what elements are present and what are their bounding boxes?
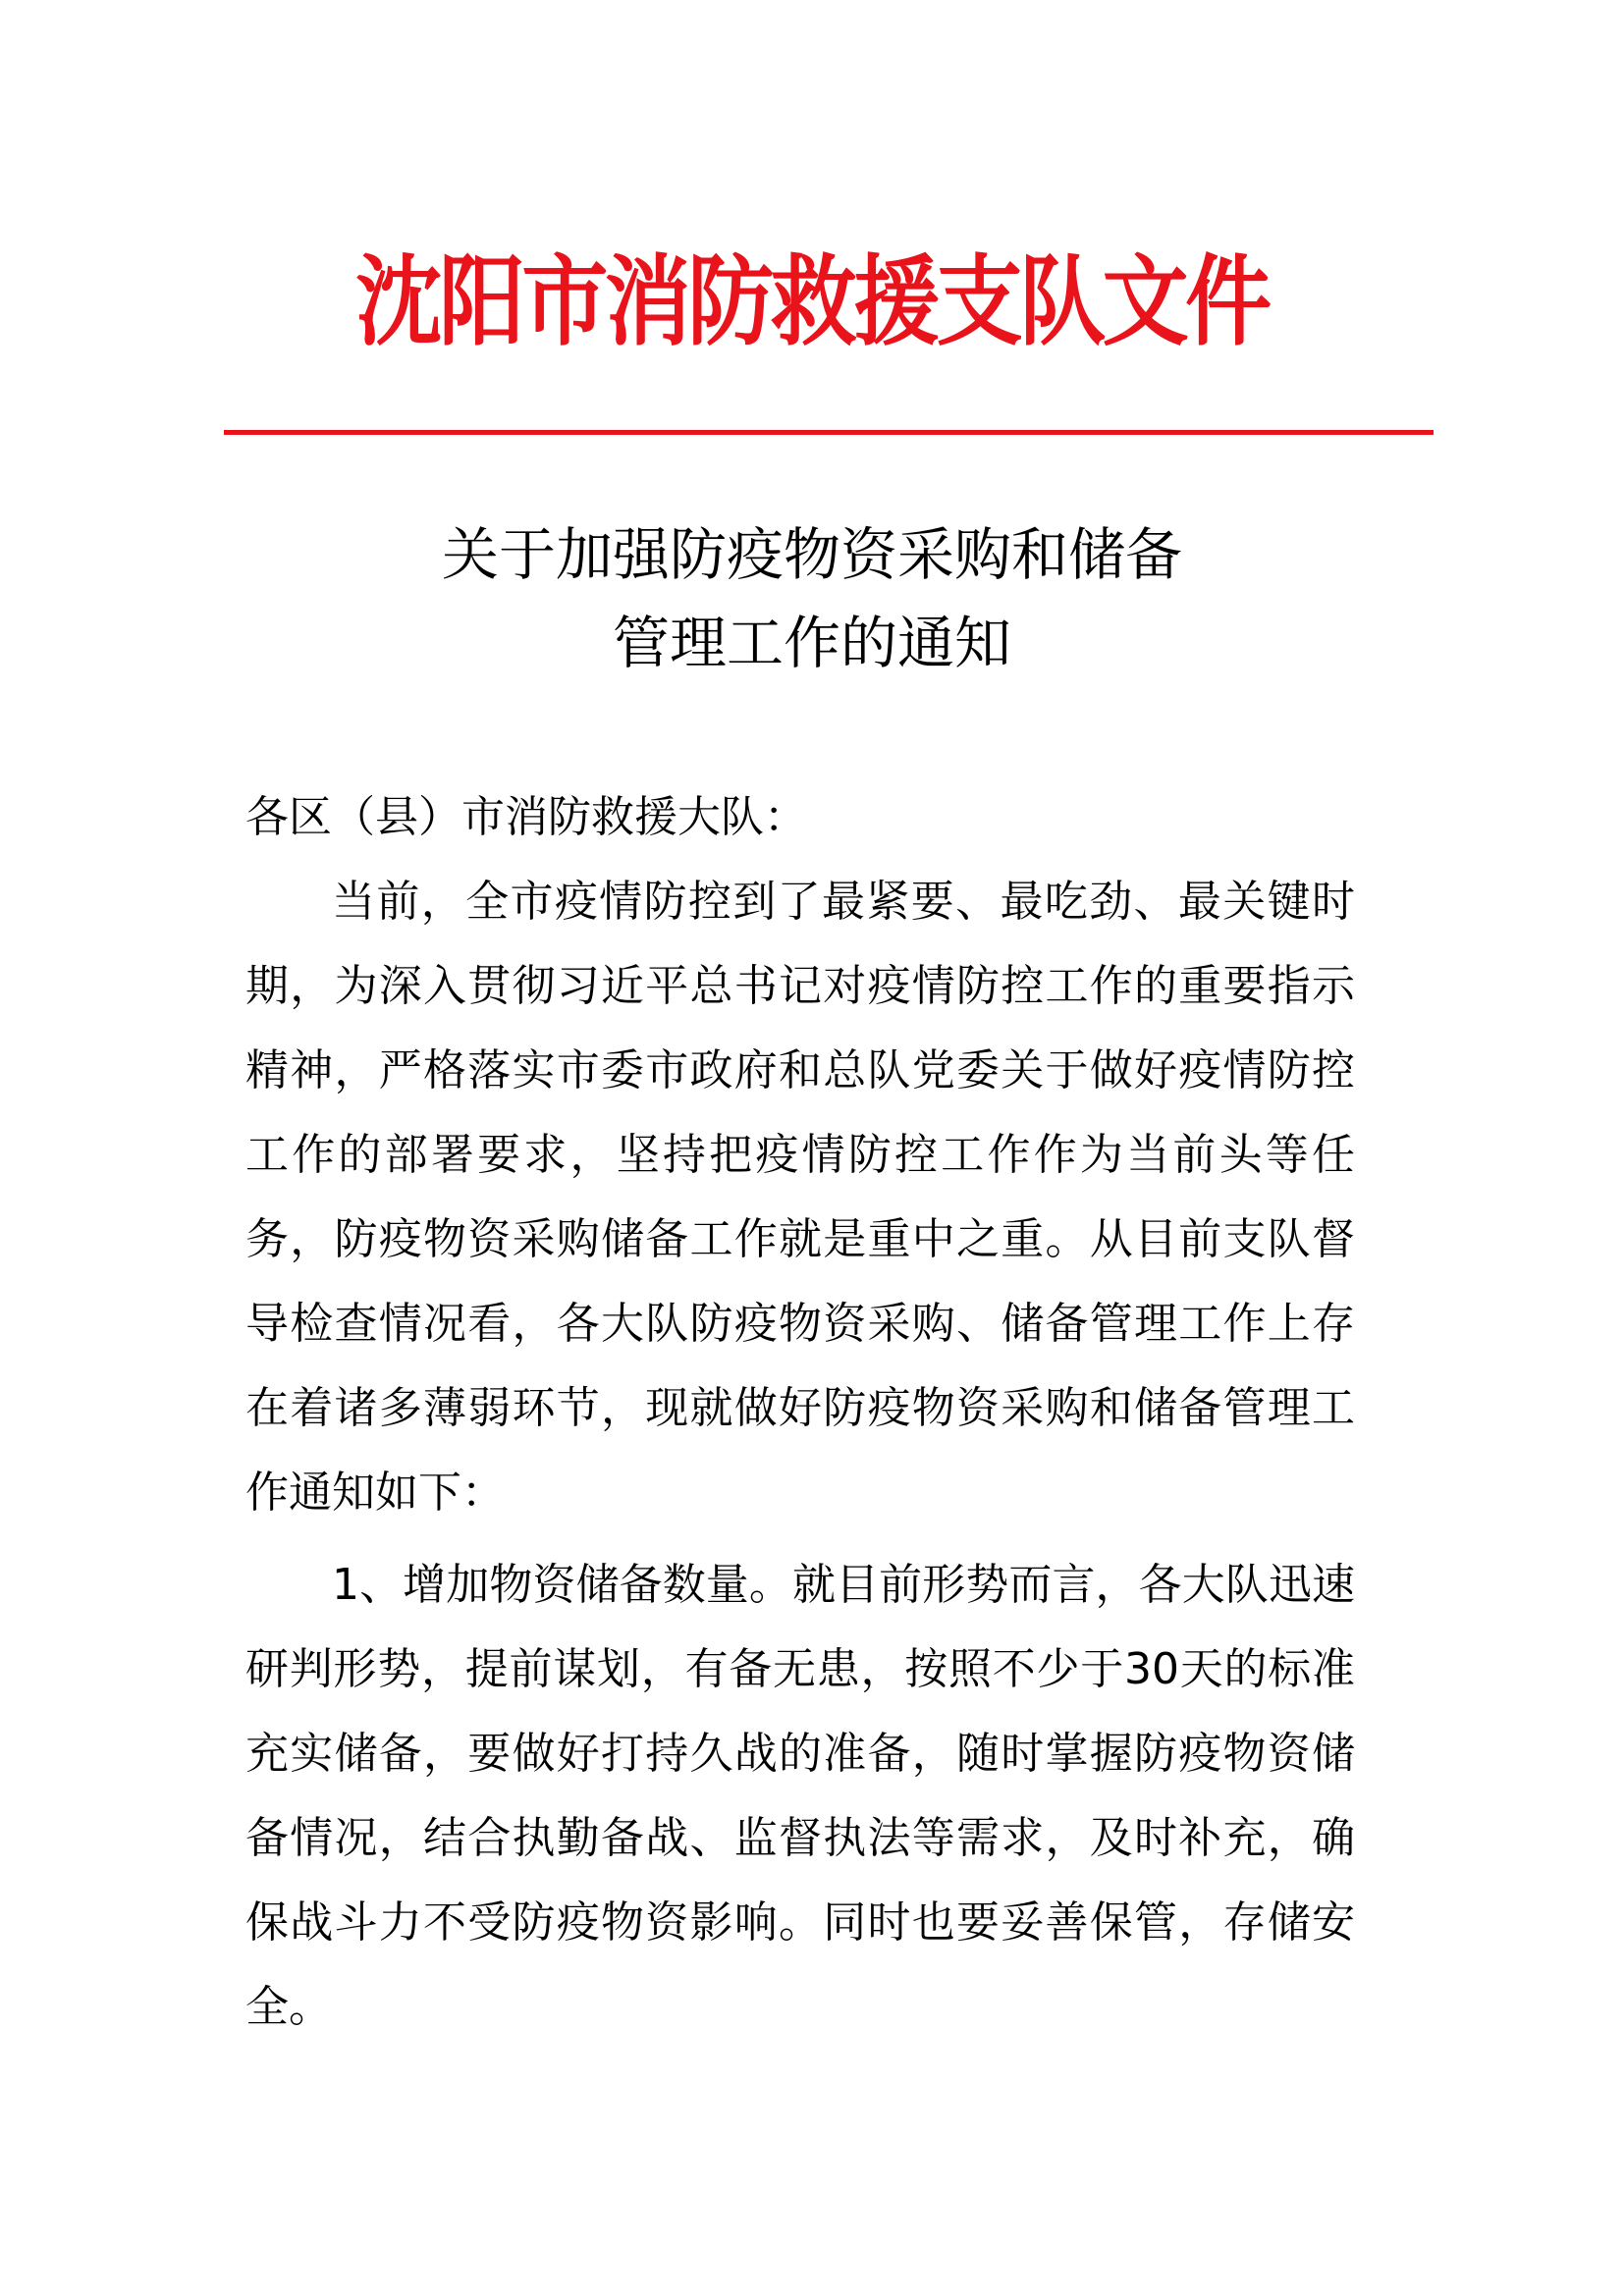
red-header-rule	[224, 430, 1434, 435]
salutation: 各区（县）市消防救援大队：	[245, 792, 807, 842]
notice-title-line-1: 关于加强防疫物资采购和储备	[441, 521, 1182, 588]
notice-title-line-2: 管理工作的通知	[612, 610, 1011, 676]
document-body	[245, 775, 1355, 2050]
red-header-title: 沈阳市消防救援支队文件	[355, 244, 1269, 359]
body-paragraph-2: 1、增加物资储备数量。就目前形势而言，各大队迅速研判形势，提前谋划，有备无患，按照不少于30天的标准充实储备，要做好打持久战的准备，随时掌握防疫物资储备情况，结合执勤备战、监督执法等需求，及时补充，确保战斗力不受防疫物资影响。同时也要妥善保管，存储安全。	[245, 1560, 1355, 2032]
body-paragraph-1: 当前，全市疫情防控到了最紧要、最吃劲、最关键时期，为深入贯彻习近平总书记对疫情防控工作的重要指示精神，严格落实市委市政府和总队党委关于做好疫情防控工作的部署要求，坚持把疫情防控工作作为当前头等任务，防疫物资采购储备工作就是重中之重。从目前支队督导检查情况看，各大队防疫物资采购、储备管理工作上存在着诸多薄弱环节，现就做好防疫物资采购和储备管理工作通知如下：	[245, 877, 1355, 1518]
